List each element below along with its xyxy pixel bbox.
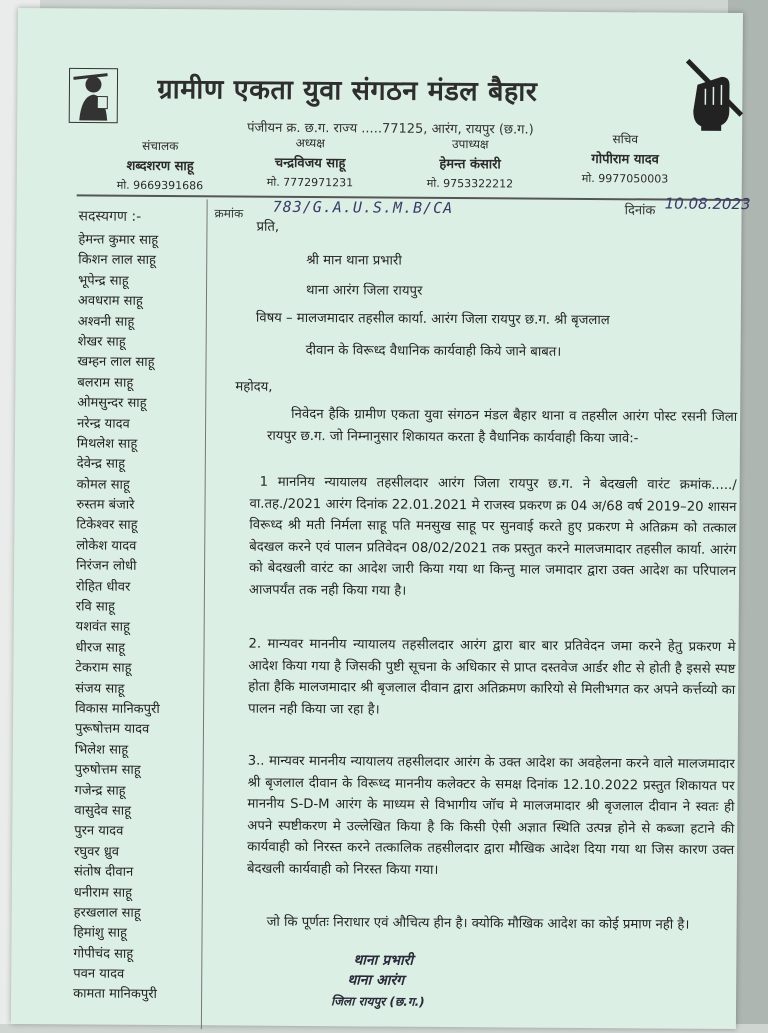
- organization-title: ग्रामीण एकता युवा संगठन मंडल बैहार: [157, 69, 677, 110]
- list-item: कामता मानिकपुरी: [73, 985, 158, 1006]
- list-item: शेखर साहू: [78, 332, 163, 353]
- addressee-line-2: थाना आरंग जिला रायपुर: [306, 280, 422, 299]
- list-item: संतोष दीवान: [74, 863, 159, 884]
- officer-role: अध्यक्ष: [267, 134, 354, 152]
- closing-paragraph: जो कि पूर्णतः निराधार एवं औचित्य हीन है। क्योकि मौखिक आदेश का कोई प्रमाण नही है।: [247, 912, 734, 937]
- point-2-paragraph: 2. मान्यवर माननीय न्यायालय तहसीलदार आरंग द्वारा बार बार प्रतिवेदन जमा करने हेतु प्रकरण मे आदेश किया गया है जिसकी पुष्टी सूचना के अधिकार से प्राप्त दस्तवेज आर्डर शीट से होती है इससे स्पष्ट होता हैकि मालजमादार श्री बृजलाल दीवान द्वारा अतिक्रमण कारियो से मिलीभगत कर अपने कर्त्तव्यो का पालन नही किया जा रहा है।: [248, 634, 736, 724]
- list-item: नरेन्द्र यादव: [77, 414, 162, 435]
- point-1-paragraph: 1 माननिय न्यायालय तहसीलदार आरंग जिला रायपुर छ.ग. ने बेदखली वारंट क्रमांक...../वा.तह./2021 आरंग दिनांक 22.01.2021 मे राजस्व प्रकरण क्र 04 अ/68 वर्ष 2019–20 शासन विरूध्द श्री मती निर्मला साहू पति मनसुख साहू पर सुनवाई करते हुए प्रकरण मे अतिक्रम को तत्काल बेदखल करने एवं पालन प्रतिवेदन 08/02/2021 तक प्रस्तुत करने मालजमादार तहसील कार्या. आरंग को बेदखली वारंट का आदेश जारी किया गया था किन्तु माल जमादार द्वारा उक्त आदेश का परिपालन आजपर्यंत तक नही किया गया है।: [249, 472, 737, 605]
- list-item: देवेन्द्र साहू: [77, 455, 162, 476]
- members-list: [73, 230, 163, 1005]
- list-item: निरंजन लोधी: [76, 557, 161, 578]
- stamp-line-1: थाना प्रभारी: [353, 950, 413, 969]
- list-item: पवन यादव: [73, 964, 158, 985]
- list-item: रोहित धीवर: [76, 577, 161, 598]
- list-item: रवि साहू: [76, 597, 161, 618]
- list-item: यशवंत साहू: [76, 618, 161, 639]
- list-item: धीरज साहू: [75, 638, 160, 659]
- list-item: धनीराम साहू: [74, 883, 159, 904]
- registration-line: पंजीयन क्र. छ.ग. राज्य .....77125, आरंग, रायपुर (छ.ग.): [247, 118, 534, 138]
- officer-vice-president: [427, 135, 514, 192]
- list-item: वासुदेव साहू: [74, 801, 159, 822]
- members-heading: सदस्यगण :-: [78, 206, 141, 225]
- list-item: पुरूषोत्तम यादव: [75, 720, 160, 741]
- list-item: किशन लाल साहू: [78, 251, 163, 272]
- list-item: बलराम साहू: [77, 373, 162, 394]
- intro-paragraph: निवेदन हैकि ग्रामीण एकता युवा संगठन मंडल बैहार थाना व तहसील आरंग पोस्ट रसनी जिला रायपुर छ.ग. जो निम्नानुसार शिकायत करता है वैधानिक कार्यवाही किया जावे:-: [267, 404, 737, 450]
- list-item: भिलेश साहू: [75, 740, 160, 761]
- list-item: हिमांशु साहू: [73, 924, 158, 945]
- list-item: गजेन्द्र साहू: [74, 781, 159, 802]
- officer-name: चन्द्रविजय साहू: [267, 153, 354, 172]
- point-3-paragraph: 3.. मान्यवर माननीय न्यायालय तहसीलदार आरंग के उक्त आदेश का अवहेलना करने वाले मालजमादार श्री बृजलाल दीवान के विरूध्द माननीय कलेक्टर के समक्ष दिनांक 12.10.2022 प्रस्तुत शिकायत पर माननीय S-D-M आरंग के माध्यम से विभागीय जॉच मे मालजमादार श्री बृजलाल दीवान ने स्वतः ही अपने स्पष्टीकरण मे उल्लेखित किया है कि किसी ऐसी अज्ञात स्थिति उत्पन्न होने से कब्जा हटाने की कार्यवाही को निरस्त करने तत्कालिक तहसीलदार द्वारा मौखिक आदेश दिया गया था जिस कारण उक्त बेदखली कार्यवाही को निरस्त किया गया।: [247, 751, 735, 884]
- list-item: हेमन्त कुमार साहू: [78, 230, 163, 251]
- officer-director: [117, 137, 204, 194]
- list-item: पुरन यादव: [74, 822, 159, 843]
- officer-role: संचालक: [117, 137, 204, 155]
- officer-mobile: मो. 9977050003: [582, 171, 669, 187]
- stamp-line-3: जिला रायपुर (छ.ग.): [331, 992, 425, 1010]
- list-item: टिकेश्वर साहू: [76, 516, 161, 537]
- officer-secretary: [582, 130, 669, 187]
- date-label: दिनांक: [625, 200, 656, 218]
- list-item: विकास मानिकपुरी: [75, 699, 160, 720]
- addressee-line-1: श्री मान थाना प्रभारी: [306, 250, 402, 269]
- list-item: लोकेश यादव: [76, 536, 161, 557]
- list-item: पुरुषोत्तम साहू: [75, 761, 160, 782]
- reference-label: क्रमांक: [215, 204, 244, 221]
- person-logo-icon: [67, 66, 119, 124]
- officer-role: सचिव: [582, 130, 669, 148]
- list-item: ओमसुन्दर साहू: [77, 394, 162, 415]
- list-item: रुस्तम बंजारे: [76, 495, 161, 516]
- to-label: प्रति,: [256, 217, 279, 235]
- list-item: टेकराम साहू: [75, 659, 160, 680]
- sidebar-divider: [201, 199, 208, 1029]
- list-item: अवधराम साहू: [78, 292, 163, 313]
- list-item: खम्हन लाल साहू: [77, 353, 162, 374]
- officer-name: हेमन्त कंसारी: [427, 154, 514, 173]
- stamp-line-2: थाना आरंग: [347, 970, 404, 989]
- officer-name: गोपीराम यादव: [582, 149, 669, 168]
- officer-role: उपाध्यक्ष: [427, 135, 514, 153]
- date-value: 10.08.2023: [665, 195, 751, 214]
- subject-line-2: दीवान के विरूध्द वैधानिक कार्यवाही किये जाने बाबत।: [306, 340, 562, 360]
- officer-mobile: मो. 7772971231: [267, 175, 354, 191]
- list-item: अश्वनी साहू: [78, 312, 163, 333]
- fist-pen-logo-icon: [677, 55, 750, 134]
- officer-president: [267, 134, 354, 191]
- list-item: रघुवर ध्रुव: [74, 842, 159, 863]
- list-item: मिथलेश साहू: [77, 434, 162, 455]
- list-item: कोमल साहू: [77, 475, 162, 496]
- letterhead-page: [11, 8, 743, 1029]
- list-item: भूपेन्द्र साहू: [78, 271, 163, 292]
- salutation: महोदय,: [235, 377, 272, 395]
- subject-line-1: विषय – मालजमादार तहसील कार्या. आरंग जिला रायपुर छ.ग. श्री बृजलाल: [256, 308, 610, 328]
- list-item: हरखलाल साहू: [74, 903, 159, 924]
- officer-mobile: मो. 9669391686: [117, 178, 204, 194]
- official-stamp: [323, 940, 524, 1021]
- list-item: गोपीचंद साहू: [73, 944, 158, 965]
- officer-name: शब्दशरण साहू: [117, 156, 204, 175]
- officer-mobile: मो. 9753322212: [427, 176, 514, 192]
- list-item: संजय साहू: [75, 679, 160, 700]
- reference-number: 783/G.A.U.S.M.B/CA: [273, 198, 454, 217]
